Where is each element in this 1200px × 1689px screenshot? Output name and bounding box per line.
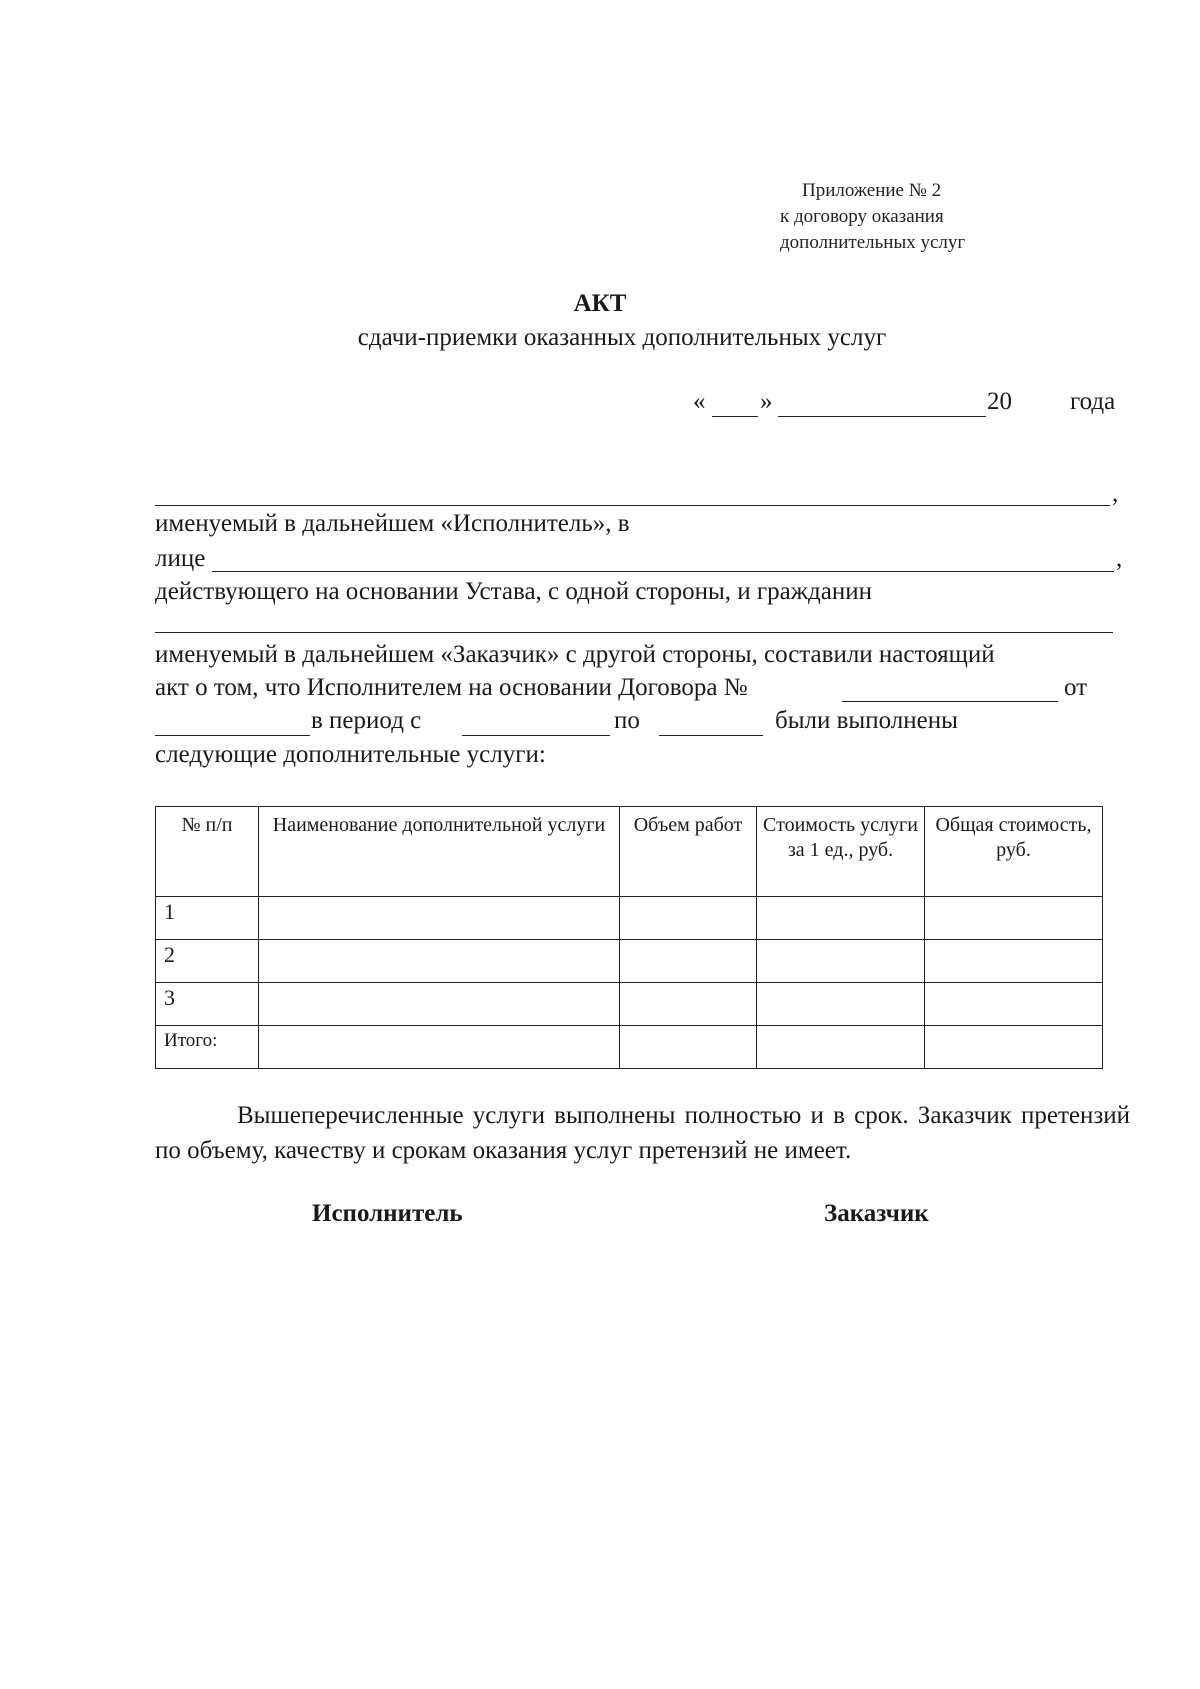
date-close-quote: »: [760, 388, 773, 415]
header-volume: Объем работ: [620, 807, 757, 897]
annex-line-1: Приложение № 2: [802, 180, 942, 201]
volume-cell[interactable]: [620, 940, 757, 983]
period-start-blank[interactable]: [462, 735, 610, 736]
header-number: № п/п: [156, 807, 259, 897]
date-month-blank[interactable]: [778, 416, 986, 417]
unit-cost-cell[interactable]: [757, 940, 925, 983]
date-day-blank[interactable]: [712, 416, 758, 417]
period-end-blank[interactable]: [659, 735, 763, 736]
row-number: 3: [156, 983, 259, 1026]
volume-cell[interactable]: [620, 897, 757, 940]
header-service-name: Наименование дополнительной услуги: [259, 807, 620, 897]
total-cost-cell[interactable]: [925, 983, 1103, 1026]
acting-text: действующего на основании Устава, с одной стороны, и гражданин: [155, 578, 872, 605]
annex-line-3: дополнительных услуг: [780, 232, 966, 253]
date-open-quote: «: [693, 388, 706, 415]
total-volume-cell[interactable]: [620, 1026, 757, 1069]
header-total-cost: Общая стоимость, руб.: [925, 807, 1103, 897]
annex-block: [740, 178, 1040, 256]
table-total-row: [156, 1026, 1103, 1069]
customer-named-text: именуемый в дальнейшем «Заказчик» с другой стороны, составили настоящий: [155, 641, 995, 668]
customer-name-blank[interactable]: [155, 632, 1113, 633]
service-name-cell[interactable]: [259, 983, 620, 1026]
row-number: 1: [156, 897, 259, 940]
to-word: по: [614, 707, 640, 734]
contract-date-blank[interactable]: [155, 735, 310, 736]
table-row: [156, 983, 1103, 1026]
total-cost-cell[interactable]: [925, 940, 1103, 983]
act-text: акт о том, что Исполнителем на основании Договора №: [155, 674, 748, 701]
date-year-word: года: [1070, 388, 1116, 415]
annex-line-2: к договору оказания: [780, 206, 944, 227]
services-intro-text: следующие дополнительные услуги:: [155, 741, 546, 768]
period-word: в период с: [311, 707, 422, 734]
contract-number-blank[interactable]: [842, 701, 1058, 702]
from-word: от: [1064, 674, 1088, 701]
table-header-row: [156, 807, 1103, 897]
final-statement: [155, 1098, 1130, 1168]
signature-executor: Исполнитель: [312, 1200, 463, 1227]
services-table: [155, 806, 1103, 1069]
service-name-cell[interactable]: [259, 940, 620, 983]
header-unit-cost: Стоимость услуги за 1 ед., руб.: [757, 807, 925, 897]
person-word: лице: [155, 545, 206, 572]
executor-name-blank[interactable]: [155, 505, 1110, 506]
comma-2: ,: [1116, 545, 1123, 572]
total-cost-cell[interactable]: [925, 897, 1103, 940]
total-service-name-cell[interactable]: [259, 1026, 620, 1069]
final-statement-text: Вышеперечисленные услуги выполнены полностью и в срок. Заказчик претензий по объему, качеству и срокам оказания услуг претензий не имеет.: [155, 1102, 1130, 1164]
row-number: 2: [156, 940, 259, 983]
service-name-cell[interactable]: [259, 897, 620, 940]
total-label: Итого:: [156, 1026, 259, 1069]
executor-named-text: именуемый в дальнейшем «Исполнитель», в: [155, 510, 630, 537]
date-year-prefix: 20: [987, 388, 1012, 415]
table-row: [156, 940, 1103, 983]
document-title: АКТ: [573, 290, 627, 317]
done-word: были выполнены: [775, 707, 958, 734]
person-name-blank[interactable]: [212, 571, 1114, 572]
unit-cost-cell[interactable]: [757, 897, 925, 940]
table-row: [156, 897, 1103, 940]
comma-1: ,: [1112, 480, 1119, 507]
total-unit-cost-cell[interactable]: [757, 1026, 925, 1069]
total-cost-sum-cell[interactable]: [925, 1026, 1103, 1069]
signature-customer: Заказчик: [824, 1200, 929, 1227]
document-subtitle: сдачи-приемки оказанных дополнительных услуг: [357, 324, 887, 351]
volume-cell[interactable]: [620, 983, 757, 1026]
unit-cost-cell[interactable]: [757, 983, 925, 1026]
